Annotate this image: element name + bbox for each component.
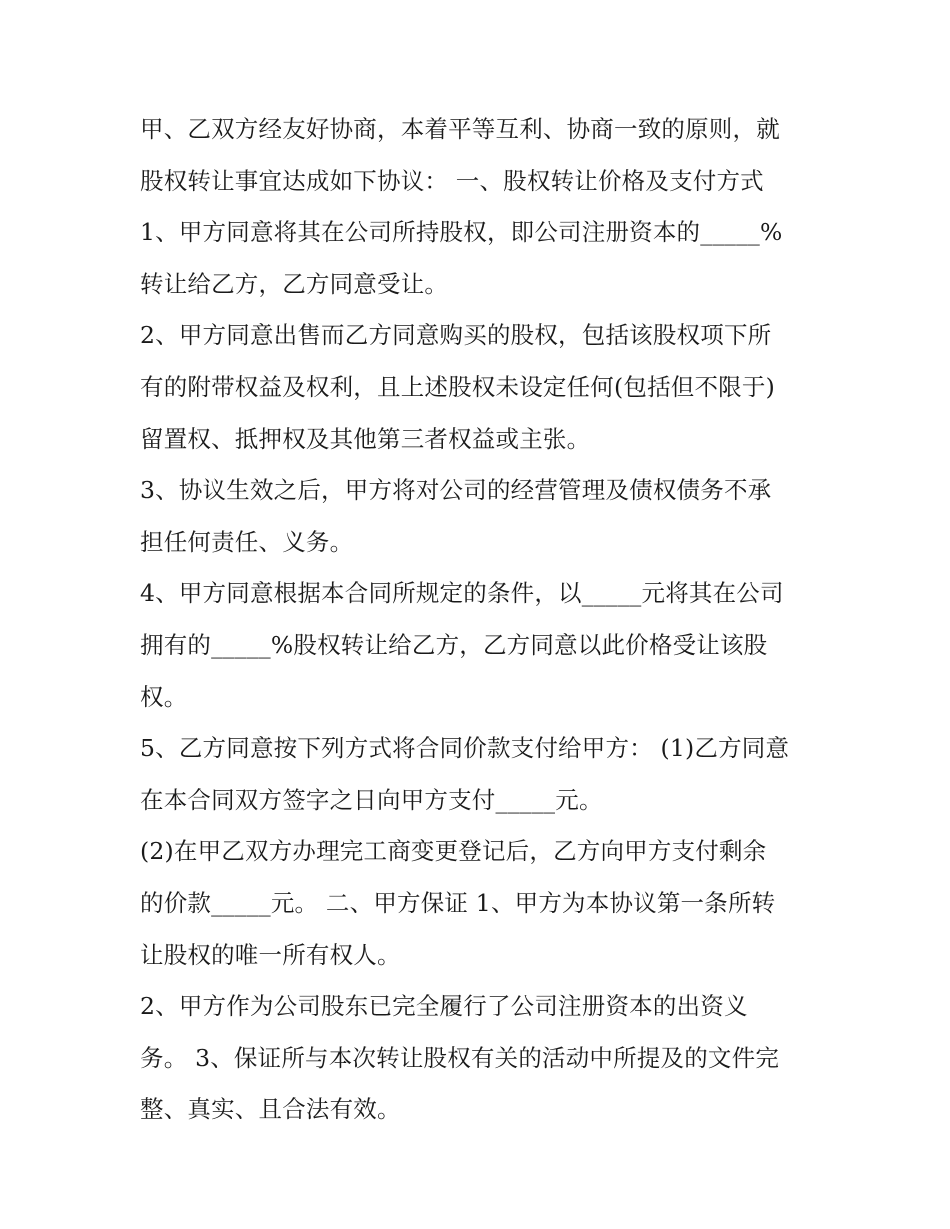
- text-line: 5、乙方同意按下列方式将合同价款支付给甲方： (1)乙方同意: [140, 734, 790, 763]
- text-line: 担任何责任、义务。: [140, 527, 354, 556]
- text-line: 拥有的_____%股权转让给乙方，乙方同意以此价格受让该股: [140, 630, 768, 659]
- text-line: (2)在甲乙双方办理完工商变更登记后，乙方向甲方支付剩余: [140, 837, 767, 866]
- text-line: 整、真实、且合法有效。: [140, 1095, 401, 1124]
- text-line: 甲、乙双方经友好协商，本着平等互利、协商一致的原则，就: [140, 115, 780, 143]
- text-line: 2、甲方作为公司股东已完全履行了公司注册资本的出资义: [140, 992, 748, 1021]
- text-line: 让股权的唯一所有权人。: [140, 940, 401, 969]
- contract-text-body: [140, 104, 820, 1136]
- text-line: 股权转让事宜达成如下协议： 一、股权转让价格及支付方式: [140, 166, 764, 195]
- text-line: 留置权、抵押权及其他第三者权益或主张。: [140, 424, 591, 453]
- text-line: 2、甲方同意出售而乙方同意购买的股权，包括该股权项下所: [140, 321, 772, 350]
- text-line: 务。 3、保证所与本次转让股权有关的活动中所提及的文件完: [140, 1043, 780, 1072]
- text-line: 1、甲方同意将其在公司所持股权，即公司注册资本的_____%: [140, 218, 783, 247]
- text-line: 转让给乙方，乙方同意受让。: [140, 269, 449, 298]
- text-line: 4、甲方同意根据本合同所规定的条件，以_____元将其在公司: [140, 579, 784, 608]
- text-line: 权。: [140, 682, 188, 711]
- text-line: 有的附带权益及权利，且上述股权未设定任何(包括但不限于): [140, 372, 775, 401]
- text-line: 的价款_____元。 二、甲方保证 1、甲方为本协议第一条所转: [140, 888, 776, 917]
- text-line: 3、协议生效之后，甲方将对公司的经营管理及债权债务不承: [140, 476, 772, 505]
- text-line: 在本合同双方签字之日向甲方支付_____元。: [140, 785, 603, 814]
